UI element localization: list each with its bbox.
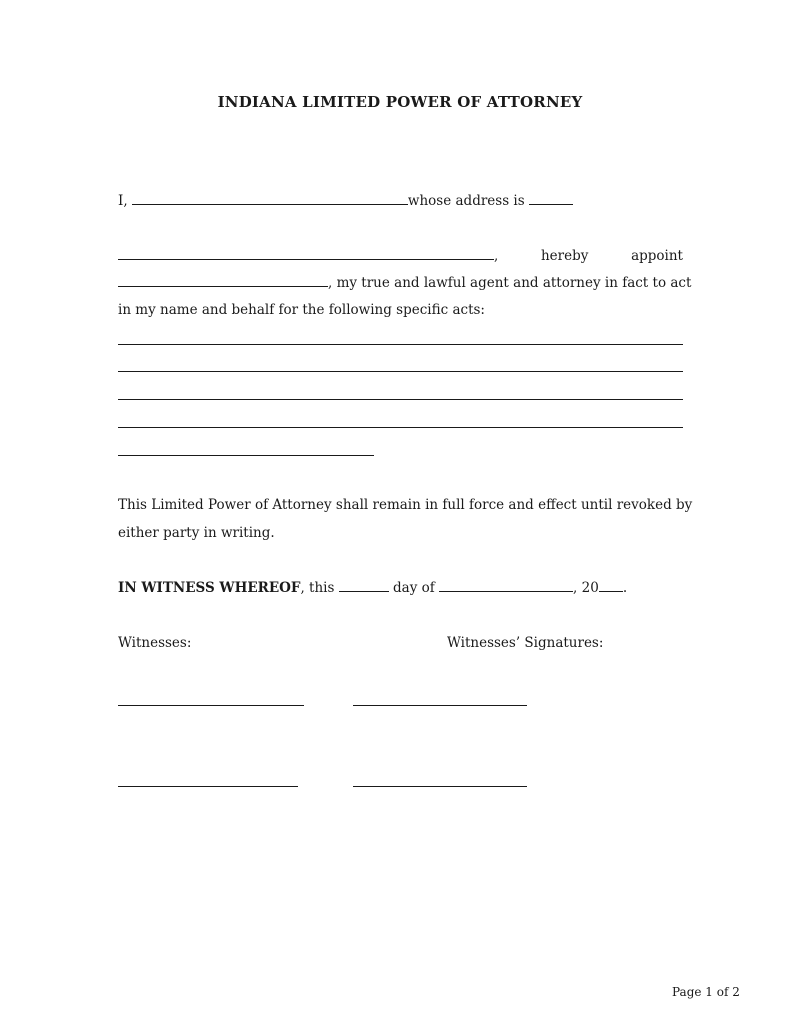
document-title: INDIANA LIMITED POWER OF ATTORNEY [217, 93, 583, 111]
hereby-word: hereby [540, 248, 589, 264]
specific-acts-blank[interactable] [118, 427, 683, 428]
year-blank[interactable] [599, 579, 623, 592]
specific-acts-blank[interactable] [118, 371, 683, 372]
principal-name-blank[interactable] [132, 192, 408, 205]
this-word: , this [300, 580, 335, 596]
appoint-word: appoint [631, 248, 683, 264]
agent-line [118, 274, 692, 292]
duration-line-1 [118, 496, 693, 514]
page-number: Page 1 of 2 [672, 985, 740, 999]
signatures-label: Witnesses’ Signatures: [447, 635, 604, 651]
period: . [622, 580, 628, 596]
appoint-line: , hereby appoint [118, 247, 683, 265]
specific-acts-blank[interactable] [118, 455, 374, 456]
witness-clause [118, 579, 683, 597]
agent-name-blank[interactable] [118, 274, 328, 287]
year-prefix: , 20 [573, 580, 599, 596]
witness-whereof: IN WITNESS WHEREOF [118, 580, 301, 596]
month-blank[interactable] [439, 579, 573, 592]
witness-signature-blank[interactable] [353, 705, 527, 706]
specific-acts-blank[interactable] [118, 344, 683, 345]
principal-prefix: I, [118, 193, 128, 209]
specific-acts-blank[interactable] [118, 399, 683, 400]
agent-text: , my true and lawful agent and attorney in fact to act [328, 275, 692, 291]
behalf-line: in my name and behalf for the following specific acts: [118, 302, 485, 318]
witness-name-blank[interactable] [118, 786, 298, 787]
witness-signature-blank[interactable] [353, 786, 527, 787]
day-of-word: day of [393, 580, 435, 596]
duration-text-1: This Limited Power of Attorney shall remain in full force and effect until revoked by [118, 497, 693, 513]
witness-name-blank[interactable] [118, 705, 304, 706]
principal-line [118, 192, 683, 210]
address-label: whose address is [407, 193, 525, 209]
address-continued-blank[interactable] [118, 247, 494, 260]
witnesses-label: Witnesses: [118, 635, 192, 651]
duration-line-2: either party in writing. [118, 525, 275, 541]
address-blank[interactable] [529, 192, 573, 205]
day-blank[interactable] [339, 579, 389, 592]
